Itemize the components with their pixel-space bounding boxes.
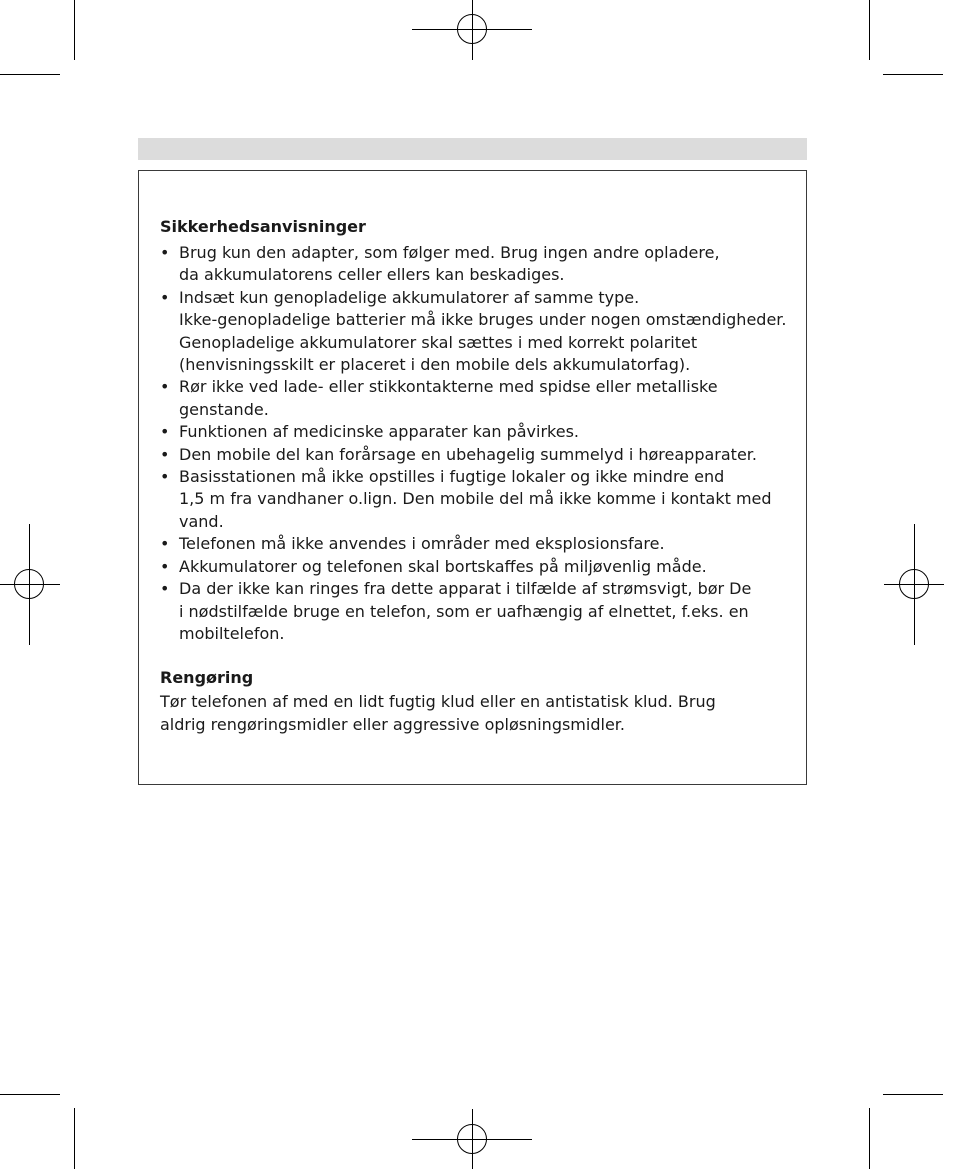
registration-circle [899, 569, 929, 599]
list-item-text: Den mobile del kan forårsage en ubehagelig summelyd i høreapparater. [179, 444, 757, 464]
registration-circle [457, 14, 487, 44]
registration-circle [14, 569, 44, 599]
list-item-text: Akkumulatorer og telefonen skal bortskaffes på miljøvenlig måde. [179, 556, 707, 576]
crop-mark [883, 1094, 943, 1095]
list-item-text: Basisstationen må ikke opstilles i fugtige lokaler og ikke mindre end [179, 467, 725, 487]
registration-circle [457, 1124, 487, 1154]
bullet-icon: • [160, 377, 170, 397]
list-item [160, 444, 780, 466]
list-item-text: (henvisningsskilt er placeret i den mobile dels akkumulatorfag). [179, 355, 691, 375]
list-item-text: Telefonen må ikke anvendes i områder med eksplosionsfare. [179, 534, 665, 554]
paragraph-line: aldrig rengøringsmidler eller aggressive opløsningsmidler. [160, 715, 625, 734]
list-item [160, 556, 780, 578]
list-item-text: da akkumulatorens celler ellers kan beskadiges. [179, 265, 565, 285]
crop-mark [74, 0, 75, 60]
crop-mark [883, 74, 943, 75]
safety-list [160, 242, 787, 645]
safety-heading: Sikkerhedsanvisninger [160, 217, 366, 236]
bullet-icon: • [160, 444, 170, 464]
list-item [160, 533, 780, 555]
list-item [160, 287, 787, 377]
bullet-icon: • [160, 467, 170, 487]
cleaning-paragraph [160, 690, 780, 736]
list-item-text: Da der ikke kan ringes fra dette apparat i tilfælde af strømsvigt, bør De [179, 579, 752, 599]
list-item [160, 376, 780, 421]
list-item-text: Indsæt kun genopladelige akkumulatorer af samme type. [179, 287, 640, 307]
bullet-icon: • [160, 556, 170, 576]
crop-mark [0, 1094, 60, 1095]
header-bar [138, 138, 807, 160]
list-item-text: mobiltelefon. [179, 623, 285, 643]
list-item-text: Genopladelige akkumulatorer skal sættes i med korrekt polaritet [179, 332, 698, 352]
list-item-text: Funktionen af medicinske apparater kan påvirkes. [179, 422, 580, 442]
crop-mark [869, 0, 870, 60]
content-box [138, 170, 807, 785]
bullet-icon: • [160, 287, 170, 307]
cleaning-heading: Rengøring [160, 668, 254, 687]
crop-mark [74, 1108, 75, 1169]
paragraph-line: Tør telefonen af med en lidt fugtig klud eller en antistatisk klud. Brug [160, 692, 716, 711]
list-item [160, 578, 780, 645]
list-item [160, 421, 780, 443]
bullet-icon: • [160, 534, 170, 554]
list-item [160, 466, 780, 533]
crop-mark [869, 1108, 870, 1169]
list-item-text: Rør ikke ved lade- eller stikkontakterne med spidse eller metalliske [179, 377, 718, 397]
bullet-icon: • [160, 243, 170, 262]
list-item-text: 1,5 m fra vandhaner o.lign. Den mobile del må ikke komme i kontakt med [179, 489, 772, 509]
crop-mark [0, 74, 60, 75]
bullet-icon: • [160, 579, 170, 599]
list-item-text: i nødstilfælde bruge en telefon, som er uafhængig af elnettet, f.eks. en [179, 601, 749, 621]
list-item-text: genstande. [179, 399, 269, 419]
bullet-icon: • [160, 422, 170, 442]
list-item-text: Ikke-genopladelige batterier må ikke bruges under nogen omstændigheder. [179, 310, 787, 330]
list-item-text: vand. [179, 511, 224, 531]
list-item [160, 242, 780, 287]
list-item-text: Brug kun den adapter, som følger med. Brug ingen andre opladere, [179, 243, 720, 262]
